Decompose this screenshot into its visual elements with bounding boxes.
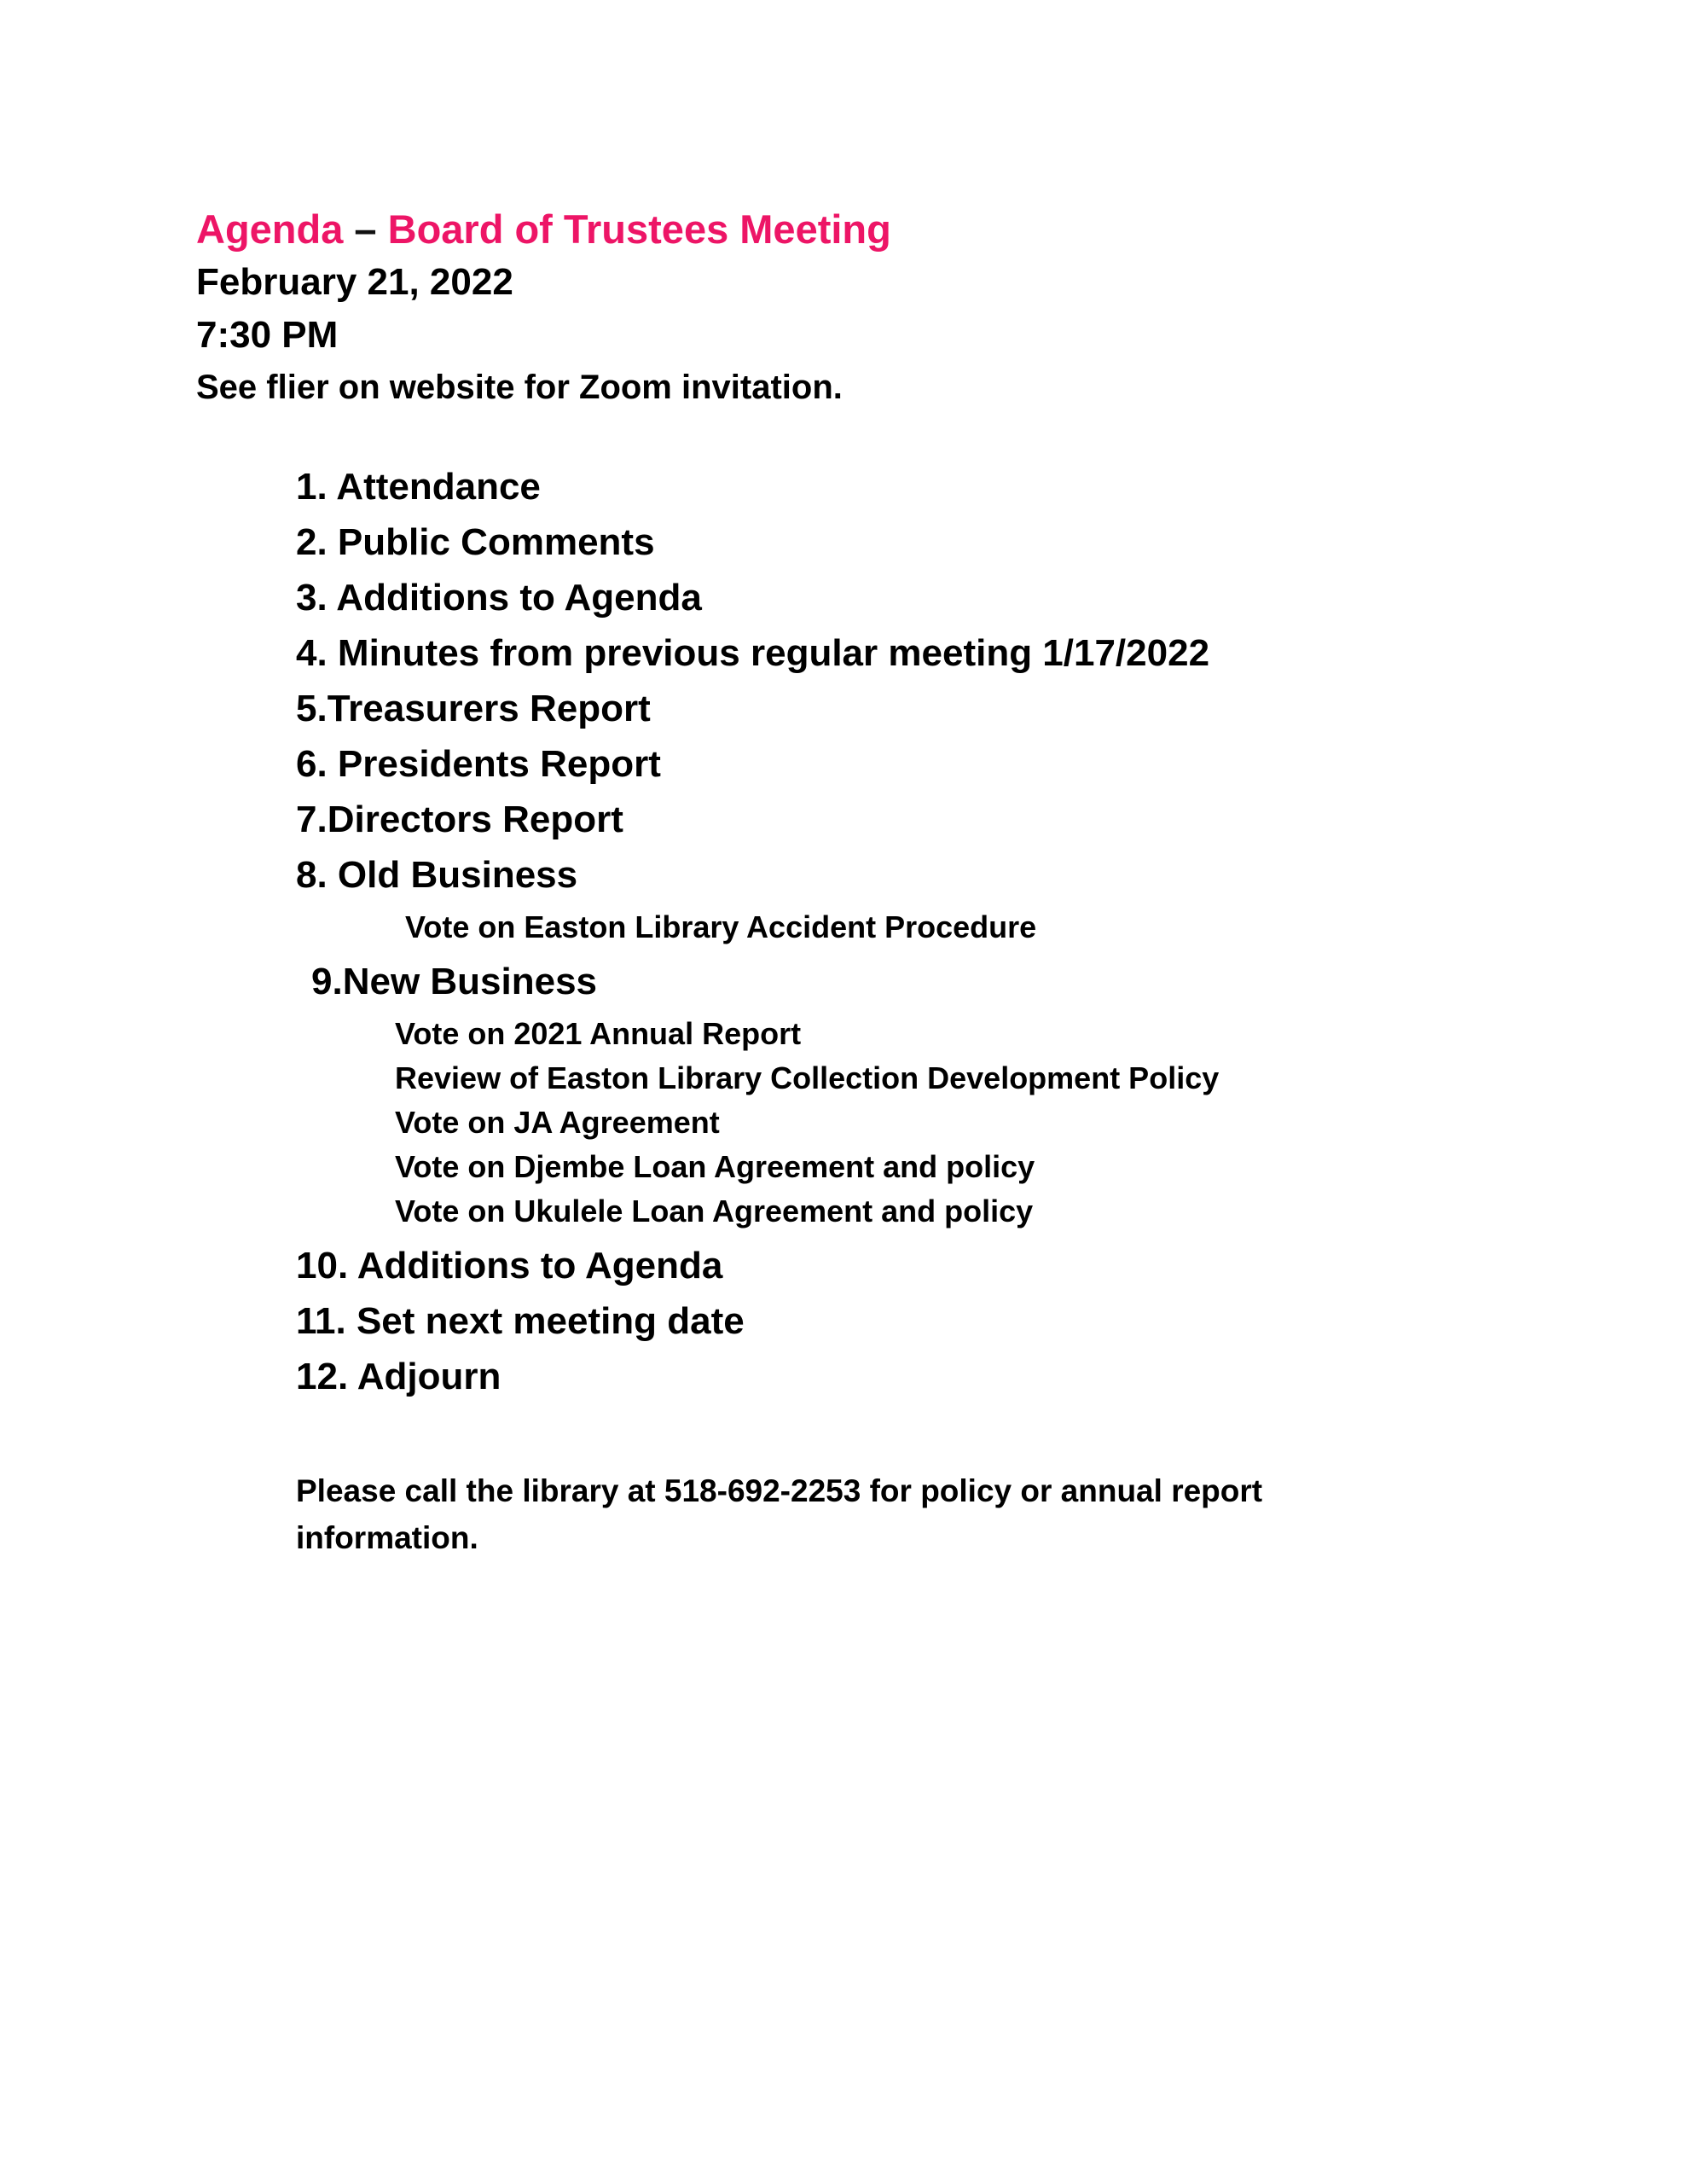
agenda-item-4: 4. Minutes from previous regular meeting 1/17/2022 bbox=[296, 632, 1210, 674]
agenda-item-1: 1. Attendance bbox=[296, 466, 541, 508]
agenda-item-2: 2. Public Comments bbox=[296, 521, 655, 563]
meeting-date: February 21, 2022 bbox=[196, 261, 513, 303]
title-dash: – bbox=[354, 206, 388, 252]
agenda-item-11: 11. Set next meeting date bbox=[296, 1300, 745, 1342]
agenda-list bbox=[296, 465, 1219, 1410]
agenda-subitem-collection-policy: Review of Easton Library Collection Development Policy bbox=[395, 1060, 1220, 1095]
agenda-subitem-djembe-loan: Vote on Djembe Loan Agreement and policy bbox=[395, 1149, 1035, 1184]
agenda-item-3: 3. Additions to Agenda bbox=[296, 577, 702, 619]
agenda-item-7: 7.Directors Report bbox=[296, 799, 623, 840]
contact-note: Please call the library at 518-692-2253 for policy or annual report information. bbox=[296, 1473, 1263, 1555]
page-title bbox=[196, 203, 891, 256]
title-agenda-text: Agenda bbox=[196, 206, 355, 252]
agenda-item-5: 5.Treasurers Report bbox=[296, 688, 651, 729]
zoom-invitation-note: See flier on website for Zoom invitation. bbox=[196, 369, 843, 406]
agenda-item-12: 12. Adjourn bbox=[296, 1356, 501, 1397]
agenda-item-10: 10. Additions to Agenda bbox=[296, 1245, 723, 1287]
agenda-item-8: 8. Old Business bbox=[296, 854, 578, 896]
meeting-time: 7:30 PM bbox=[196, 314, 339, 356]
agenda-subitem-annual-report: Vote on 2021 Annual Report bbox=[395, 1016, 802, 1051]
agenda-subitem-accident-procedure: Vote on Easton Library Accident Procedure bbox=[405, 909, 1037, 944]
title-meeting-text: Board of Trustees Meeting bbox=[387, 206, 891, 252]
agenda-item-9: 9.New Business bbox=[311, 961, 598, 1002]
agenda-subitem-ukulele-loan: Vote on Ukulele Loan Agreement and policy bbox=[395, 1194, 1034, 1228]
agenda-item-6: 6. Presidents Report bbox=[296, 743, 661, 785]
agenda-subitem-ja-agreement: Vote on JA Agreement bbox=[395, 1105, 720, 1140]
document-header bbox=[196, 203, 891, 414]
